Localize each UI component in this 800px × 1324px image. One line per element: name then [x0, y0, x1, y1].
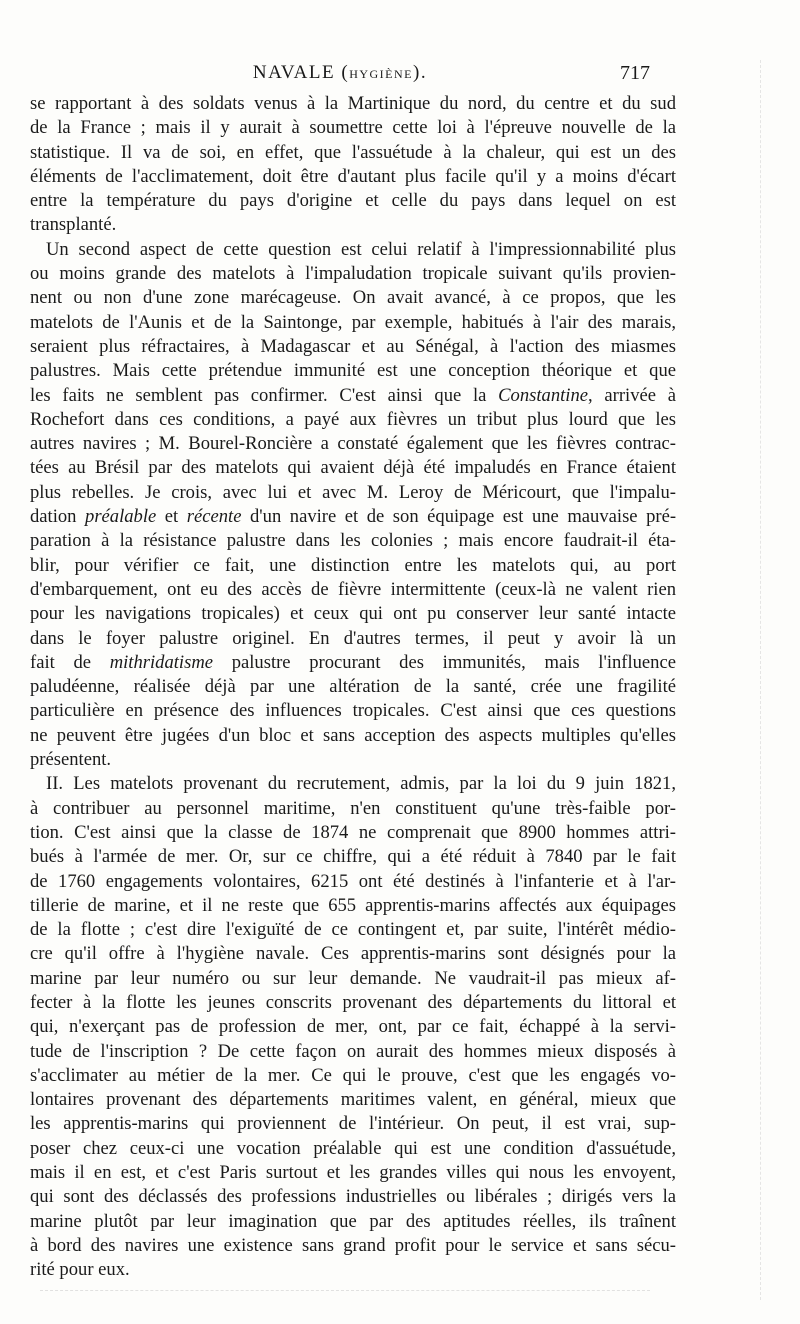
text-line: éléments de l'acclimatement, doit être d'autant plus facile qu'il y a moins d'écart [30, 165, 676, 187]
text-line: particulière en présence des influences tropicales. C'est ainsi que ces questions [30, 700, 676, 722]
text-line: nent ou non d'une zone marécageuse. On avait avancé, à ce propos, que les [30, 287, 676, 309]
text-line: de la France ; mais il y aurait à soumettre cette loi à l'épreuve nouvelle de la [30, 117, 676, 139]
text-line: présentent. [30, 749, 112, 771]
text-line: ou moins grande des matelots à l'impaludation tropicale suivant qu'ils provien- [30, 263, 676, 285]
margin-scan-artifacts [760, 60, 769, 1300]
text-line: rité pour eux. [30, 1259, 130, 1281]
text-line: fait de mithridatisme palustre procurant des immunités, mais l'influence [30, 651, 676, 673]
text-line: lontaires provenant des départements maritimes valent, en général, mieux que [30, 1089, 676, 1111]
text-line: palustres. Mais cette prétendue immunité est une conception théorique et que [30, 360, 676, 382]
text-line: marine plutôt par leur imagination que par des aptitudes réelles, ils traînent [30, 1210, 676, 1232]
text-line: tude de l'inscription ? De cette façon on aurait des hommes mieux disposés à [30, 1040, 676, 1062]
text-line: pour les navigations tropicales) et ceux qui ont pu conserver leur santé intacte [30, 603, 676, 625]
text-line: paration à la résistance palustre dans les colonies ; mais encore faudrait-il éta- [30, 530, 676, 552]
text-line: mais il en est, et c'est Paris surtout et les grandes villes qui nous les envoyent, [30, 1162, 676, 1184]
text-line: qui sont des déclassés des professions industrielles ou libérales ; dirigés vers la [30, 1186, 676, 1208]
italic-term: Constantine [498, 384, 589, 406]
paragraph [30, 238, 676, 773]
text-line: blir, pour vérifier ce fait, une distinction entre les matelots qui, au port [30, 554, 676, 576]
text-line: Rochefort dans ces conditions, a payé aux fièvres un tribut plus lourd que les [30, 408, 676, 430]
italic-term: récente [186, 506, 242, 528]
text-line: marine par leur numéro ou sur leur demande. Ne vaudrait-il pas mieux af- [30, 967, 676, 989]
paragraph [30, 92, 676, 238]
text-line: paludéenne, réalisée déjà par une altération de la santé, crée une fragilité [30, 676, 676, 698]
text-line: statistique. Il va de soi, en effet, que l'assuétude à la chaleur, qui est un des [30, 141, 676, 163]
text-line: qui, n'exerçant pas de profession de mer, ont, par ce fait, échappé à la servi- [30, 1016, 676, 1038]
running-title [0, 62, 680, 84]
running-title-small-caps: HYGIÈNE [349, 67, 414, 81]
text-line: dans le foyer palustre originel. En d'autres termes, il peut y avoir là un [30, 627, 676, 649]
text-line: de 1760 engagements volontaires, 6215 ont été destinés à l'infanterie et à l'ar- [30, 870, 676, 892]
text-line: les apprentis-marins qui proviennent de l'intérieur. On peut, il est vrai, sup- [30, 1113, 676, 1135]
running-title-main: NAVALE ( [252, 62, 350, 83]
bottom-scan-artifacts [40, 1290, 650, 1291]
text-line: plus rebelles. Je crois, avec lui et avec M. Leroy de Méricourt, que l'impalu- [30, 481, 676, 503]
text-line: fecter à la flotte les jeunes conscrits provenant des départements du littoral et [30, 991, 676, 1013]
text-line: s'acclimater au métier de la mer. Ce qui le prouve, c'est que les engagés vo- [30, 1064, 676, 1086]
text-line: à bord des navires une existence sans grand profit pour le service et sans sécu- [30, 1234, 676, 1256]
text-line: d'embarquement, ont eu des accès de fièvre intermittente (ceux-là ne valent rien [30, 578, 676, 600]
text-line: ne peuvent être jugées d'un bloc et sans acception des aspects multiples qu'elles [30, 724, 676, 746]
text-line: entre la température du pays d'origine et celle du pays dans lequel on est [30, 190, 676, 212]
body-text [30, 92, 676, 1283]
text-line: bués à l'armée de mer. Or, sur ce chiffre, qui a été réduit à 7840 par le fait [30, 846, 676, 868]
text-line: seraient plus réfractaires, à Madagascar et au Sénégal, à l'action des miasmes [30, 335, 676, 357]
text-line: autres navires ; M. Bourel-Roncière a constaté également que les fièvres contrac- [30, 433, 676, 455]
text-line: tion. C'est ainsi que la classe de 1874 ne comprenait que 8900 hommes attri- [30, 821, 676, 843]
text-line: de la flotte ; c'est dire l'exiguïté de ce contingent et, par suite, l'intérêt médio- [30, 919, 676, 941]
text-line: transplanté. [30, 214, 117, 236]
text-line: matelots de l'Aunis et de la Saintonge, par exemple, habitués à l'air des marais, [30, 311, 676, 333]
text-line: à contribuer au personnel maritime, n'en constituent qu'une très-faible por- [30, 797, 676, 819]
text-line: les faits ne semblent pas confirmer. C'est ainsi que la Constantine, arrivée à [30, 384, 676, 406]
text-line: se rapportant à des soldats venus à la Martinique du nord, du centre et du sud [30, 93, 676, 114]
text-line: II. Les matelots provenant du recrutement, admis, par la loi du 9 juin 1821, [46, 773, 676, 795]
text-line: tillerie de marine, et il ne reste que 655 apprentis-marins affectés aux équipages [30, 894, 676, 916]
page-number: 717 [620, 62, 650, 84]
running-title-end: ). [413, 62, 428, 83]
paragraph [30, 772, 676, 1282]
running-header [0, 62, 800, 90]
italic-term: mithridatisme [109, 651, 214, 673]
text-line: cre qu'il offre à l'hygiène navale. Ces apprentis-marins sont désignés pour la [30, 943, 676, 965]
text-line: poser chez ceux-ci une vocation préalable qui est une condition d'assuétude, [30, 1137, 676, 1159]
text-line: dation préalable et récente d'un navire et de son équipage est une mauvaise pré- [30, 506, 677, 528]
text-line: Un second aspect de cette question est celui relatif à l'impressionnabilité plus [46, 238, 676, 260]
text-line: tées au Brésil par des matelots qui avaient déjà été impaludés en France étaient [30, 457, 676, 479]
italic-term: préalable [85, 506, 157, 528]
